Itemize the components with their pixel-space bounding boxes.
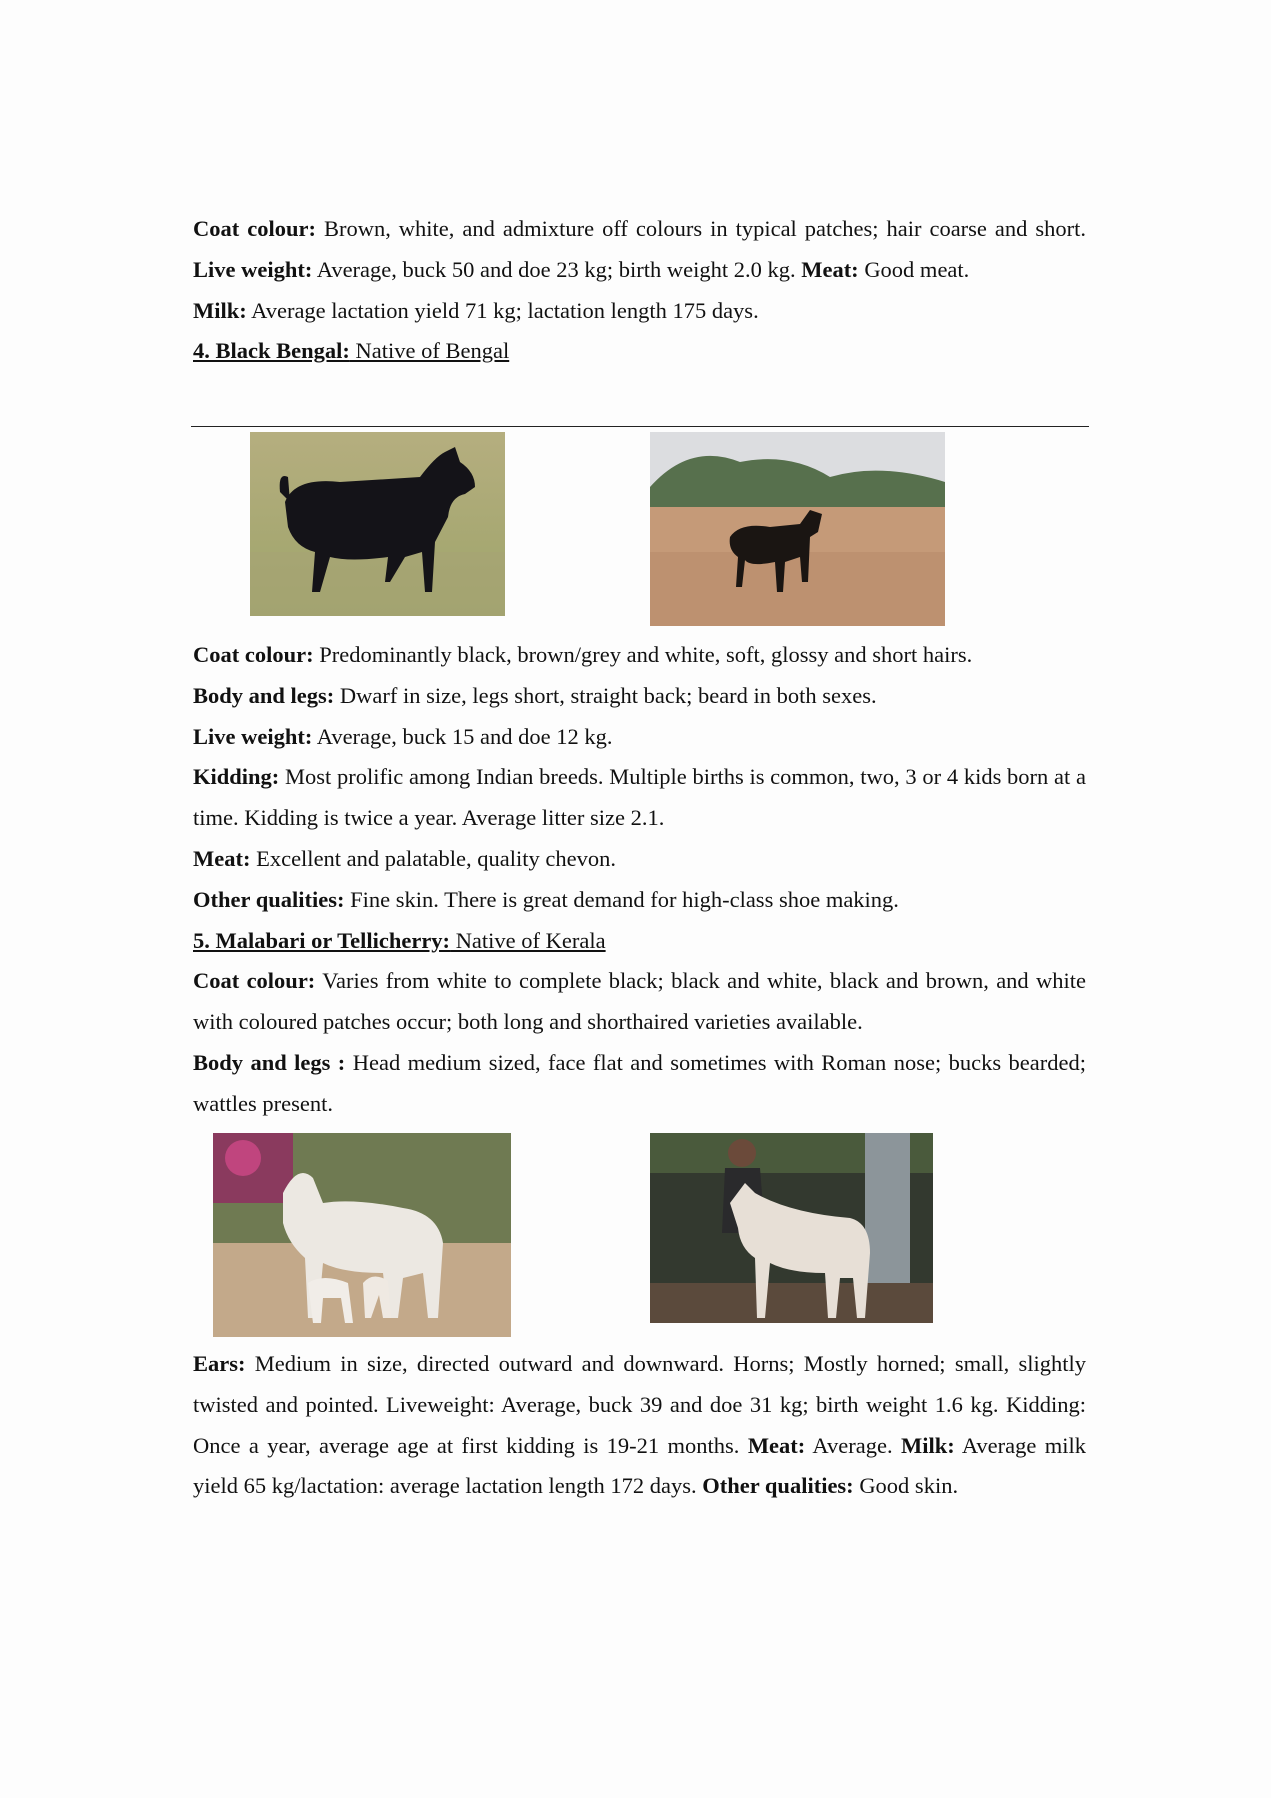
live-weight-text: Average, buck 15 and doe 12 kg. — [312, 723, 613, 749]
black-bengal-description — [193, 635, 1086, 1125]
live-weight-text: Average, buck 50 and doe 23 kg; birth weight 2.0 kg. — [312, 256, 802, 282]
coat-colour-label: Coat colour: — [193, 968, 316, 994]
black-bengal-goat-photo-2 — [650, 432, 945, 626]
coat-colour-text: Predominantly black, brown/grey and white, soft, glossy and short hairs. — [313, 642, 973, 667]
black-bengal-goat-photo-1 — [250, 432, 505, 616]
meat-label: Meat: — [747, 1432, 806, 1458]
other-qualities-label: Other qualities: — [193, 886, 345, 912]
ears-text: Medium in size, directed outward and downward. Horns; Mostly horned; small, slightly twisted and pointed. Liveweight: Average, buck 39 and doe 31 kg; birth weight 1.6 kg. Kidding: Once a year, average age at first kidding is 19-21 months. — [193, 1351, 1086, 1458]
other-qualities-text: Fine skin. There is great demand for high-class shoe making. — [344, 886, 899, 912]
malabari-goat-photo-2 — [650, 1133, 933, 1323]
meat-label: Meat: — [801, 256, 859, 282]
malabari-body-paragraph — [193, 1043, 1086, 1125]
body-legs-text: Head medium sized, face flat and sometimes with Roman nose; bucks bearded; wattles present. — [193, 1049, 1086, 1116]
ears-label: Ears: — [193, 1351, 246, 1376]
malabari-heading: 5. Malabari or Tellicherry: — [193, 927, 451, 953]
milk-text: Average lactation yield 71 kg; lactation length 175 days. — [246, 297, 759, 323]
other-qualities-label: Other qualities: — [702, 1473, 854, 1499]
black-bengal-origin: Native of Bengal — [349, 338, 510, 364]
black-bengal-heading: 4. Black Bengal: — [193, 338, 350, 364]
body-legs-label: Body and legs : — [193, 1049, 346, 1075]
milk-label: Milk: — [900, 1432, 955, 1458]
other-qualities-text: Good skin. — [853, 1473, 959, 1499]
malabari-coat-paragraph — [193, 961, 1086, 1043]
meat-text: Average. — [805, 1432, 901, 1458]
live-weight-label: Live weight: — [193, 256, 313, 282]
meat-text: Excellent and palatable, quality chevon. — [250, 845, 616, 871]
breed-3-description — [193, 209, 1086, 372]
meat-text: Good meat. — [858, 256, 970, 282]
malabari-origin: Native of Kerala — [450, 927, 606, 953]
live-weight-label: Live weight: — [193, 723, 313, 749]
kidding-text: Most prolific among Indian breeds. Multiple births is common, two, 3 or 4 kids born at a time. Kidding is twice a year. Average litter size 2.1. — [193, 764, 1086, 831]
kidding-label: Kidding: — [193, 764, 280, 790]
malabari-goat-photo-1 — [213, 1133, 511, 1337]
horizontal-rule — [191, 426, 1089, 427]
coat-colour-label: Coat colour: — [193, 642, 314, 667]
meat-label: Meat: — [193, 845, 251, 871]
milk-text: Average milk yield 65 kg/lactation: average lactation length 172 days. — [193, 1432, 1086, 1499]
body-legs-label: Body and legs: — [193, 682, 335, 708]
coat-colour-text: Brown, white, and admixture off colours in typical patches; hair coarse and short. — [315, 216, 1086, 241]
coat-colour-text: Varies from white to complete black; black and white, black and brown, and white with coloured patches occur; both long and shorthaired varieties available. — [193, 968, 1086, 1035]
milk-label: Milk: — [193, 297, 247, 323]
malabari-ears-paragraph — [193, 1344, 1086, 1507]
coat-colour-label: Coat colour: — [193, 216, 316, 241]
body-legs-text: Dwarf in size, legs short, straight back; beard in both sexes. — [334, 682, 877, 708]
kidding-paragraph — [193, 757, 1086, 839]
